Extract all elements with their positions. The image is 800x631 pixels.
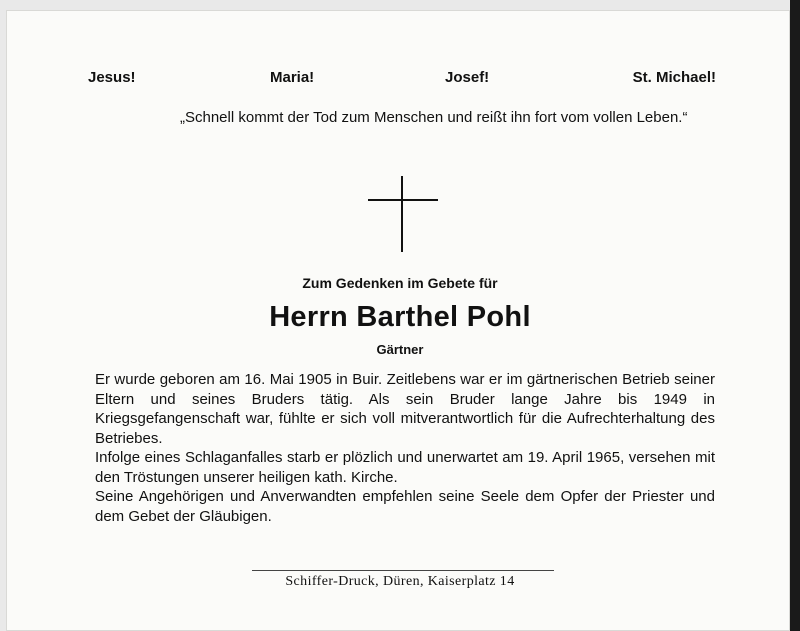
- deceased-profession: Gärtner: [376, 342, 424, 357]
- latin-cross-icon: [368, 176, 438, 252]
- biography-paragraph: Er wurde geboren am 16. Mai 1905 in Buir. Zeitlebens war er im gärtnerischen Betrieb seiner Eltern und seines Bruders tätig. Als sein Bruder lange Jahre bis 1949 in Kriegsgefangenschaft war, fühlte er sich voll mitverantwortlich für die Aufrechterhaltung des Betriebes.: [95, 371, 715, 447]
- invocation-josef: Josef!: [445, 69, 490, 86]
- memorial-intro: Zum Gedenken im Gebete für: [302, 275, 498, 291]
- cross-horizontal-bar: [368, 199, 438, 201]
- invocations-row: [88, 69, 716, 99]
- deceased-name: Herrn Barthel Pohl: [269, 301, 531, 333]
- printer-divider: [252, 570, 554, 571]
- biography-paragraph: Seine Angehörigen und Anverwandten empfehlen seine Seele dem Opfer der Priester und dem Gebet der Gläubigen.: [95, 488, 715, 525]
- biography-paragraph: Infolge eines Schlaganfalles starb er plözlich und unerwartet am 19. April 1965, versehen mit den Tröstungen unserer heiligen kath. Kirche.: [95, 449, 715, 486]
- biography: [95, 370, 715, 526]
- invocation-maria: Maria!: [270, 69, 315, 86]
- printer-imprint: Schiffer-Druck, Düren, Kaiserplatz 14: [285, 574, 515, 589]
- invocation-michael: St. Michael!: [632, 69, 716, 86]
- cross-vertical-bar: [401, 176, 403, 252]
- invocation-jesus: Jesus!: [88, 69, 136, 86]
- scripture-quote: „Schnell kommt der Tod zum Menschen und reißt ihn fort vom vollen Leben.“: [180, 109, 688, 126]
